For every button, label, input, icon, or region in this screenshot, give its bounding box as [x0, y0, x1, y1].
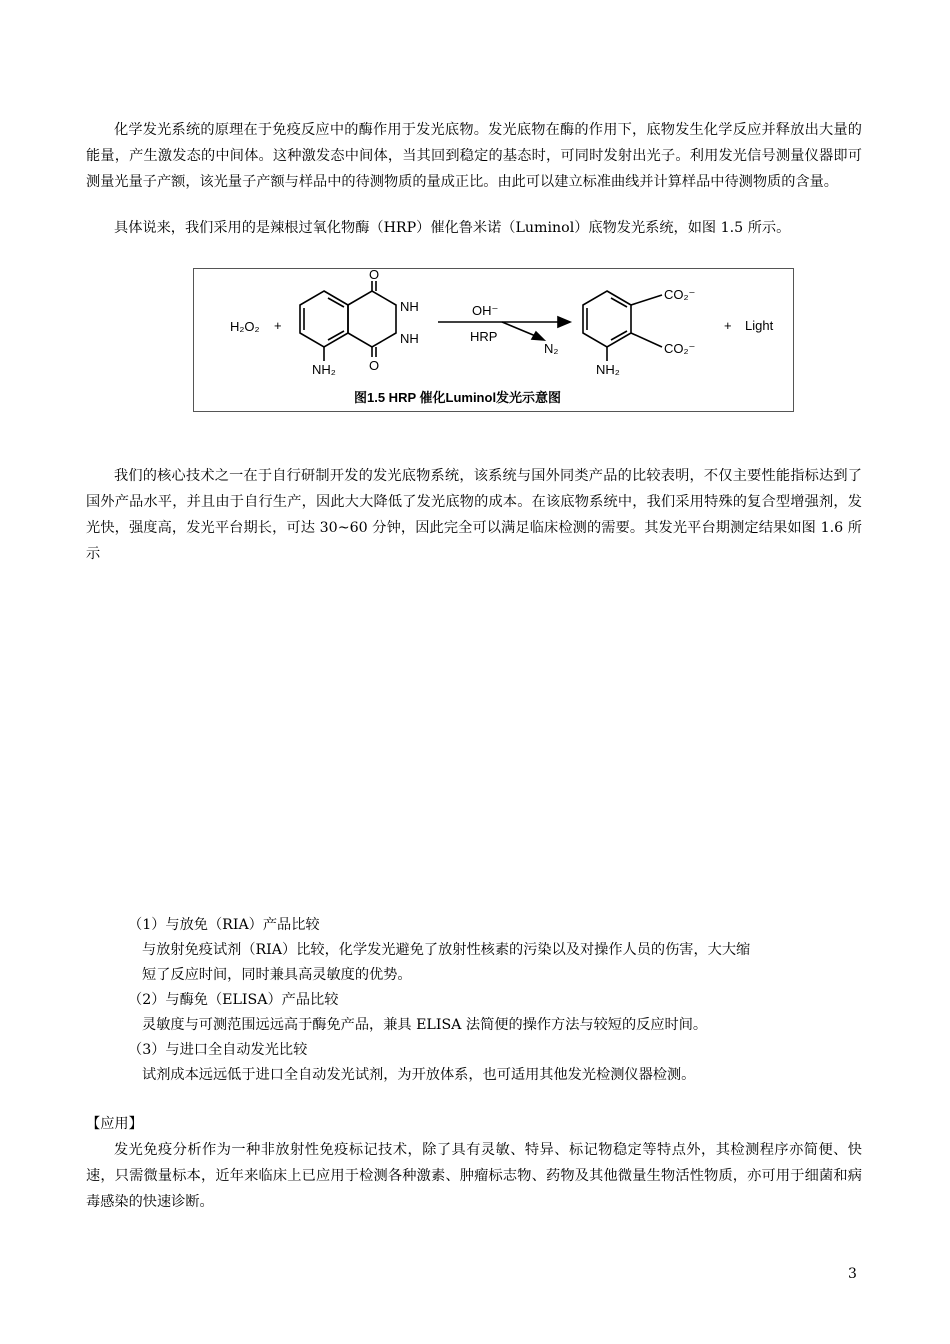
- plus-sign-light: +: [724, 318, 732, 333]
- nh-top: NH: [400, 299, 419, 314]
- core-technology-paragraph: 我们的核心技术之一在于自行研制开发的发光底物系统，该系统与国外同类产品的比较表明，不仅主要性能指标达到了国外产品水平，并且由于自行生产，因此大大降低了发光底物的成本。在该底物系统中，我们采用特殊的复合型增强剂，发光快，强度高，发光平台期长，可达 30~60 分钟，因此完全可以满足临床检测的需要。其发光平台期测定结果如图 1.6 所示: [86, 468, 862, 562]
- application-heading: 【应用】: [86, 1116, 143, 1132]
- page-number: 3: [848, 1266, 857, 1282]
- hrp-label: HRP: [470, 329, 498, 344]
- light-label: Light: [745, 318, 774, 333]
- carbonyl-o-bottom: O: [369, 358, 380, 373]
- comparison-elisa-body: 灵敏度与可测范围远远高于酶免产品，兼具 ELISA 法简便的操作方法与较短的反应时间。: [142, 1017, 708, 1033]
- comparison-ria-body-1: 与放射免疫试剂（RIA）比较，化学发光避免了放射性核素的污染以及对操作人员的伤害，大大缩: [142, 942, 751, 958]
- luminol-structure: [300, 281, 396, 361]
- comparison-import-heading: （3）与进口全自动发光比较: [128, 1042, 308, 1058]
- carboxylate-bottom: CO₂⁻: [664, 341, 696, 356]
- comparison-ria-body-2: 短了反应时间，同时兼具高灵敏度的优势。: [142, 967, 412, 983]
- aminophthalate-structure: [583, 291, 662, 361]
- comparison-elisa-heading: （2）与酶免（ELISA）产品比较: [128, 992, 339, 1008]
- plus-sign: +: [274, 318, 282, 333]
- h2o2-label: H₂O₂: [230, 319, 260, 334]
- nh-bottom: NH: [400, 331, 419, 346]
- comparison-import-body: 试剂成本远远低于进口全自动发光试剂，为开放体系，也可适用其他发光检测仪器检测。: [142, 1067, 696, 1083]
- comparison-ria-heading: （1）与放免（RIA）产品比较: [128, 917, 320, 933]
- reaction-figure: [193, 268, 794, 412]
- application-paragraph: 发光免疫分析作为一种非放射性免疫标记技术，除了具有灵敏、特异、标记物稳定等特点外，其检测程序亦简便、快速，只需微量标本，近年来临床上已应用于检测各种激素、肿瘤标志物、药物及其他微量生物活性物质，亦可用于细菌和病毒感染的快速诊断。: [86, 1142, 862, 1210]
- hrp-luminol-paragraph: 具体说来，我们采用的是辣根过氧化物酶（HRP）催化鲁米诺（Luminol）底物发光系统，如图 1.5 所示。: [114, 220, 791, 236]
- figure-caption: 图1.5 HRP 催化Luminol发光示意图: [354, 390, 562, 405]
- oh-label: OH⁻: [472, 303, 499, 318]
- carbonyl-o-top: O: [369, 269, 380, 282]
- nh2-right: NH₂: [596, 362, 620, 377]
- nh2-left: NH₂: [312, 362, 336, 377]
- intro-paragraph: 化学发光系统的原理在于免疫反应中的酶作用于发光底物。发光底物在酶的作用下，底物发生化学反应并释放出大量的能量，产生激发态的中间体。这种激发态中间体，当其回到稳定的基态时，可同时发射出光子。利用发光信号测量仪器即可测量光量子产额，该光量子产额与样品中的待测物质的量成正比。由此可以建立标准曲线并计算样品中待测物质的含量。: [86, 122, 862, 190]
- carboxylate-top: CO₂⁻: [664, 287, 696, 302]
- n2-label: N₂: [544, 341, 559, 356]
- reaction-arrow: [438, 317, 570, 340]
